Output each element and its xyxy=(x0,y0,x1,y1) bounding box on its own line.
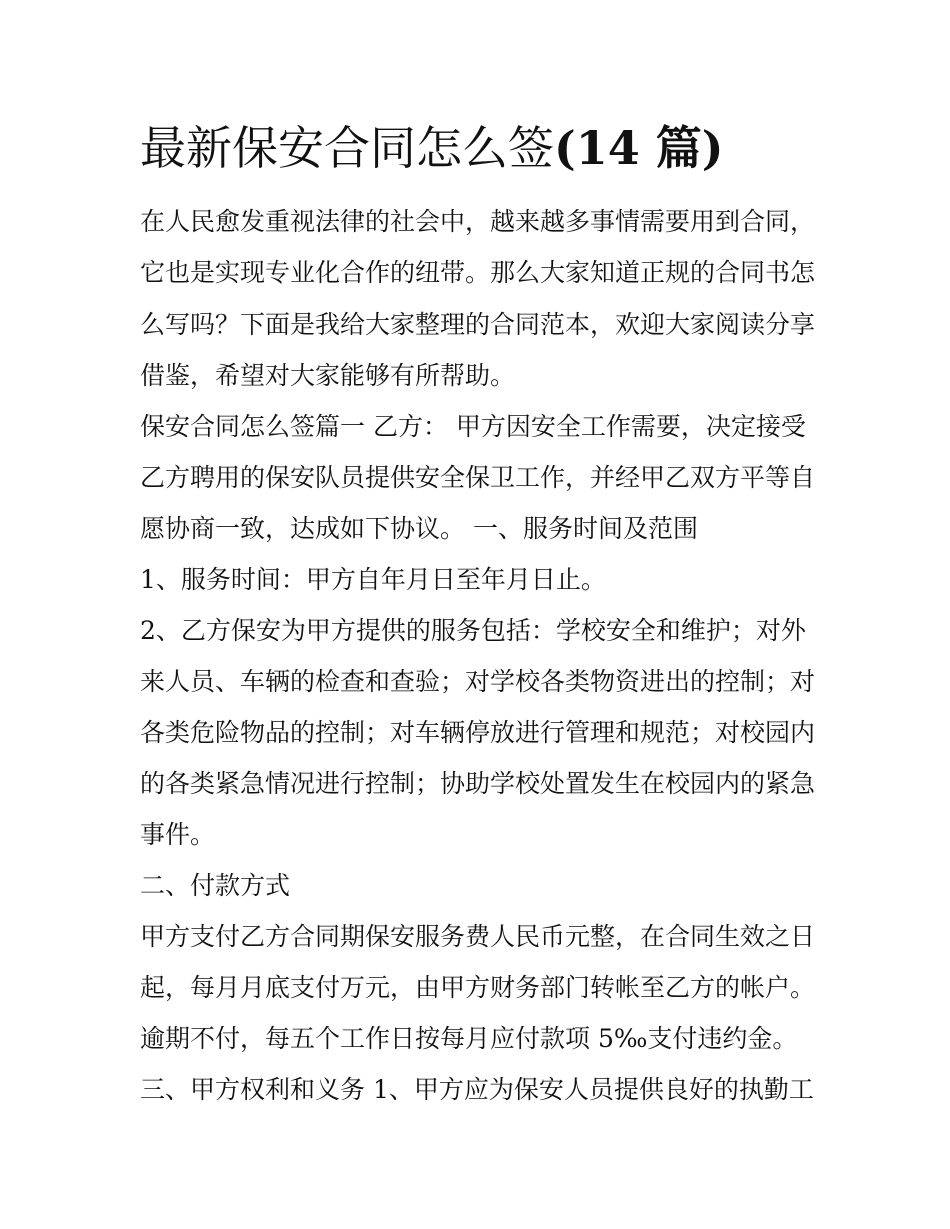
paragraph-line: 借鉴，希望对大家能够有所帮助。 xyxy=(140,361,516,390)
paragraph-line: 三、甲方权利和义务 1、甲方应为保安人员提供良好的执勤工 xyxy=(140,1075,814,1104)
paragraph-line: 乙方聘用的保安队员提供安全保卫工作，并经甲乙双方平等自 xyxy=(140,463,816,492)
paragraph-line: 逾期不付，每五个工作日按每月应付款项 5‰支付违约金。 xyxy=(140,1024,798,1053)
paragraph-line: 保安合同怎么签篇一 乙方： 甲方因安全工作需要，决定接受 xyxy=(140,412,806,441)
paragraph-line: 二、付款方式 xyxy=(140,871,291,900)
paragraph-line: 愿协商一致，达成如下协议。 一、服务时间及范围 xyxy=(140,514,698,543)
paragraph-line: 2、乙方保安为甲方提供的服务包括：学校安全和维护；对外 xyxy=(140,616,806,645)
paragraph-line: 它也是实现专业化合作的纽带。那么大家知道正规的合同书怎 xyxy=(140,258,816,287)
paragraph-line: 来人员、车辆的检查和查验；对学校各类物资进出的控制；对 xyxy=(140,667,816,696)
paragraph-line: 甲方支付乙方合同期保安服务费人民币元整，在合同生效之日 xyxy=(140,922,816,951)
paragraph-line: 各类危险物品的控制；对车辆停放进行管理和规范；对校园内 xyxy=(140,718,816,747)
document-title xyxy=(140,118,840,178)
paragraph-line: 在人民愈发重视法律的社会中，越来越多事情需要用到合同， xyxy=(140,207,816,236)
paragraph-line: 1、服务时间：甲方自年月日至年月日止。 xyxy=(140,565,606,594)
paragraph-line: 起，每月月底支付万元，由甲方财务部门转帐至乙方的帐户。 xyxy=(140,973,816,1002)
document-title-suffix: (14 篇) xyxy=(554,121,724,175)
document-title-text: 最新保安合同怎么签 xyxy=(140,121,554,175)
paragraph-line: 么写吗？下面是我给大家整理的合同范本，欢迎大家阅读分享 xyxy=(140,310,816,339)
paragraph-line: 的各类紧急情况进行控制；协助学校处置发生在校园内的紧急 xyxy=(140,769,816,798)
paragraph-line: 事件。 xyxy=(140,820,216,849)
